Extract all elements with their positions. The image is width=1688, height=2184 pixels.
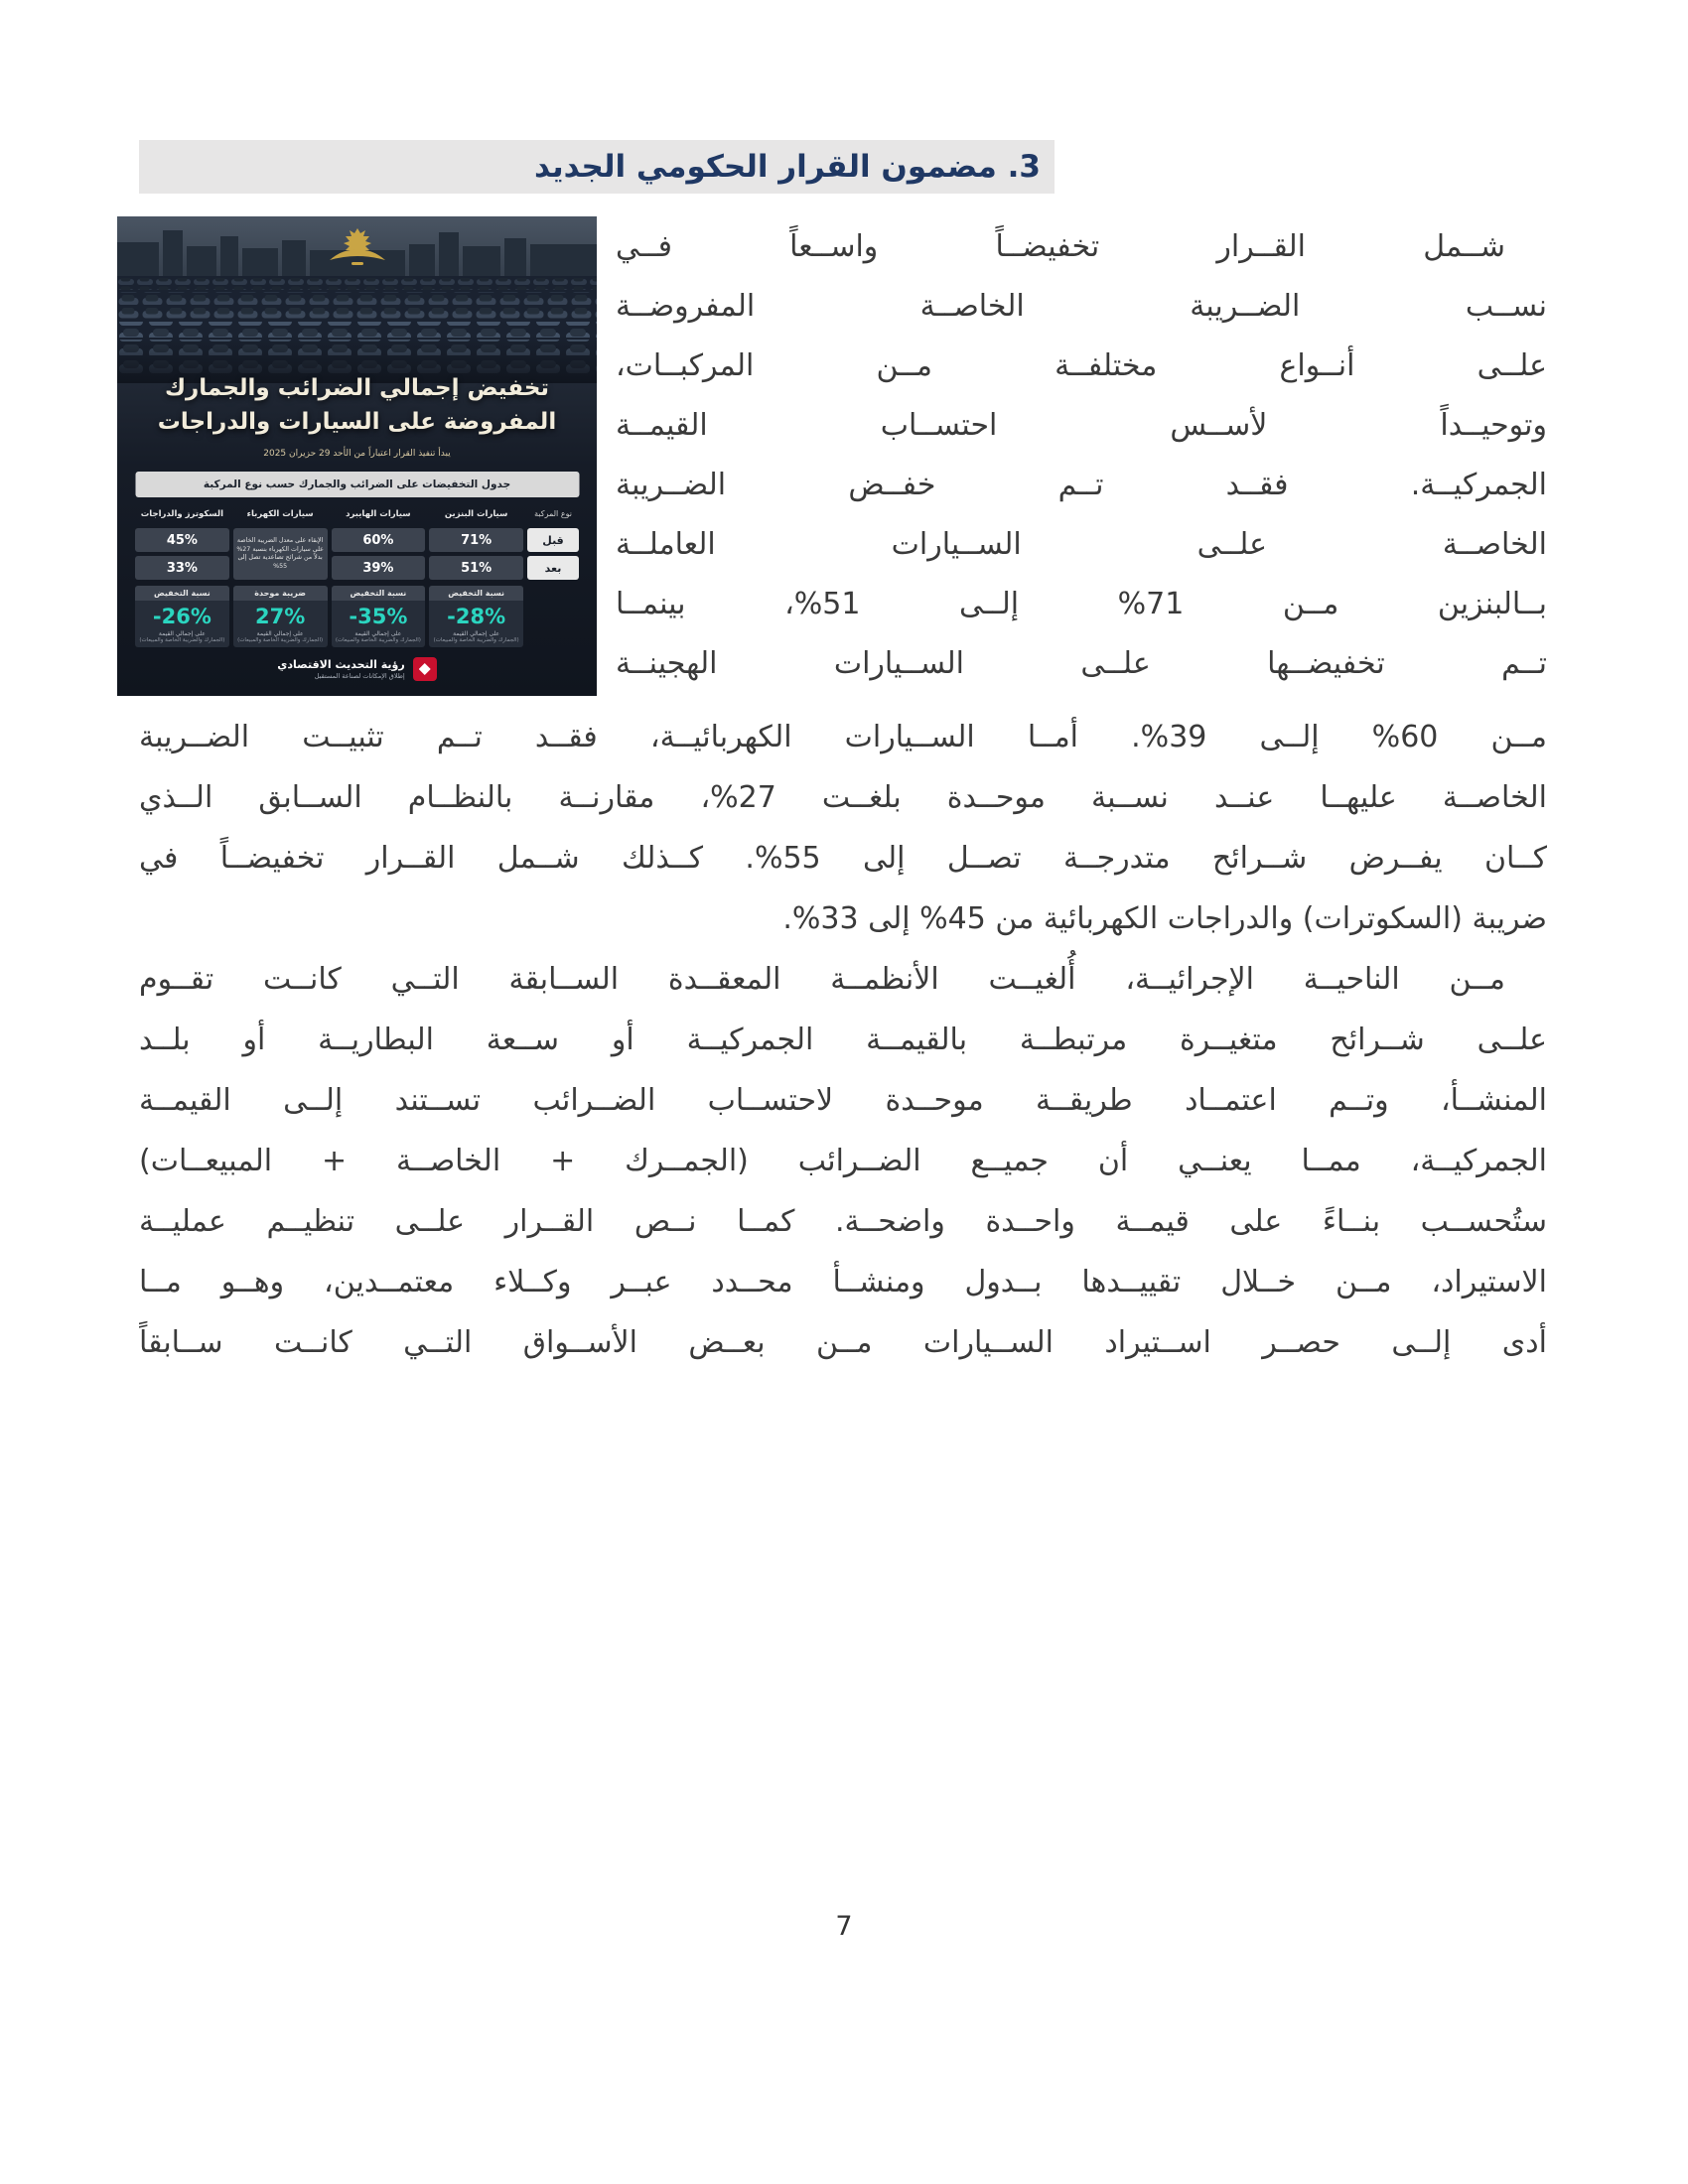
reduction-caption2: (الجمارك والضريبة الخاصة والمبيعات) — [433, 637, 519, 643]
row-label-after: بعد — [527, 556, 579, 580]
infographic-subtitle: يبدأ تنفيذ القرار اعتباراً من الأحد 29 حزيران 2025 — [263, 449, 451, 459]
reduction-value-scooter: -26% — [152, 605, 211, 628]
infographic-title-line2: المفروضة على السيارات والدراجات — [157, 409, 557, 435]
reductions-table — [135, 504, 579, 580]
text-line: ضريبة (السكوترات) والدراجات الكهربائية من 45% إلى 33%. — [782, 901, 1547, 936]
text-line: الجمركيــة، ممــا يعنــي أن جميــع الضــرائب (الجمــرك + الخاصــة + المبيعــات) — [139, 1144, 1547, 1178]
text-line: وتوحيــداً لأســس احتســاب القيمــة — [616, 408, 1547, 443]
column-header-scooter: السكوترز والدراجات — [140, 509, 224, 519]
reduction-caption1: على إجمالي القيمة — [354, 630, 402, 637]
unified-tax-label: ضريبة موحدة — [233, 586, 328, 601]
value-hybrid-after: 39% — [332, 556, 426, 580]
text-line: بــالبنزين مــن 71% إلــى 51%، بينمــا — [616, 587, 1547, 621]
text-line: مــن الناحيــة الإجرائيــة، أُلغيــت الأنظمــة المعقــدة الســابقة التــي كانــت تقــوم — [139, 962, 1505, 997]
infographic-title-line1: تخفيض إجمالي الضرائب والجمارك — [164, 375, 550, 401]
column-header-hybrid: سيارات الهايبرد — [346, 509, 411, 519]
modernisation-vision-logo-icon — [413, 657, 437, 681]
text-line: أدى إلــى حصــر اســتيراد الســيارات مــن بعــض الأســواق التــي كانــت ســابقاً — [139, 1325, 1547, 1360]
reduction-caption2: (الجمارك والضريبة الخاصة والمبيعات) — [237, 637, 324, 643]
text-line: شــمل القــرار تخفيضــاً واســعاً فــي — [616, 229, 1505, 264]
tax-reduction-infographic — [117, 216, 597, 696]
reduction-caption2: (الجمارك والضريبة الخاصة والمبيعات) — [335, 637, 421, 643]
column-header-benzine: سيارات البنزين — [444, 509, 508, 519]
infographic-footer — [117, 657, 597, 681]
value-benzine-before: 71% — [429, 528, 523, 552]
jordan-emblem-icon — [326, 226, 389, 276]
text-line: نســب الضــريبة الخاصــة المفروضــة — [616, 289, 1547, 324]
body-column-text — [616, 217, 1547, 694]
value-benzine-after: 51% — [429, 556, 523, 580]
text-line: مــن 60% إلــى 39%. أمــا الســيارات الكهربائيــة، فقــد تــم تثبيــت الضــريبة — [139, 720, 1547, 754]
value-scooter-after: 33% — [135, 556, 229, 580]
reduction-caption1: على إجمالي القيمة — [256, 630, 304, 637]
reduction-box-electric — [233, 586, 328, 647]
reduction-caption2: (الجمارك والضريبة الخاصة والمبيعات) — [139, 637, 225, 643]
reduction-box-hybrid — [332, 586, 426, 647]
table-title: جدول التخفيضات على الضرائب والجمارك حسب نوع المركبة — [135, 472, 579, 497]
text-line: تــم تخفيضــها علــى الســيارات الهجينــة — [616, 646, 1547, 681]
text-line: كــان يفــرض شــرائح متدرجــة تصــل إلى 55%. كــذلك شــمل القــرار تخفيضــاً في — [139, 841, 1547, 876]
reduction-label: نسبة التخفيض — [332, 586, 426, 601]
brand-name: رؤية التحديث الاقتصادي — [277, 658, 405, 671]
text-line: علــى شــرائح متغيــرة مرتبطــة بالقيمــة الجمركيــة أو ســعة البطاريــة أو بلــد — [139, 1023, 1547, 1057]
text-line: علــى أنــواع مختلفــة مــن المركبــات، — [616, 348, 1547, 383]
value-hybrid-before: 60% — [332, 528, 426, 552]
text-line: الخاصــة عليهــا عنــد نســبة موحــدة بلغــت 27%، مقارنــة بالنظــام الســابق الــذي — [139, 780, 1547, 815]
table-corner-label: نوع المركبة — [534, 509, 572, 518]
electric-note: الإبقاء على معدل الضريبة الخاصة على سيارات الكهرباء بنسبة 27% بدلاً من شرائح تصاعدية تصل إلى 55% — [233, 528, 328, 580]
brand-block — [277, 658, 404, 680]
row-label-before: قبل — [527, 528, 579, 552]
page-number: 7 — [835, 1911, 853, 1942]
text-line: الخاصــة علــى الســيارات العاملــة — [616, 527, 1547, 562]
body-full-text — [139, 707, 1547, 1373]
reduction-spacer — [527, 586, 579, 647]
brand-tagline: إطلاق الإمكانات لصناعة المستقبل — [314, 672, 405, 680]
text-line: الجمركيــة. فقــد تــم خفــض الضــريبة — [616, 468, 1547, 502]
reduction-row — [135, 586, 579, 647]
text-line: ستُحســب بنــاءً على قيمــة واحــدة واضحــة. كمــا نــص القــرار علــى تنظيــم عمليــة — [139, 1204, 1547, 1239]
reduction-box-scooter — [135, 586, 229, 647]
reduction-caption1: على إجمالي القيمة — [453, 630, 500, 637]
section-heading-text: 3. مضمون القرار الحكومي الجديد — [534, 149, 1041, 185]
value-scooter-before: 45% — [135, 528, 229, 552]
reduction-caption1: على إجمالي القيمة — [158, 630, 206, 637]
reduction-value-electric: 27% — [254, 605, 306, 628]
reduction-value-hybrid: -35% — [349, 605, 408, 628]
column-header-electric: سيارات الكهرباء — [246, 509, 314, 519]
reduction-box-benzine — [429, 586, 523, 647]
reduction-label: نسبة التخفيض — [135, 586, 229, 601]
reduction-label: نسبة التخفيض — [429, 586, 523, 601]
text-line: المنشــأ، وتــم اعتمــاد طريقــة موحــدة لاحتســاب الضــرائب تســتند إلــى القيمــة — [139, 1083, 1547, 1118]
reduction-value-benzine: -28% — [447, 605, 506, 628]
text-line: الاستيراد، مــن خــلال تقييــدها بــدول ومنشــأ محــدد عبــر وكــلاء معتمــدين، وهــو مــا — [139, 1265, 1547, 1299]
infographic-title — [117, 371, 597, 439]
section-heading-bar — [139, 140, 1055, 194]
